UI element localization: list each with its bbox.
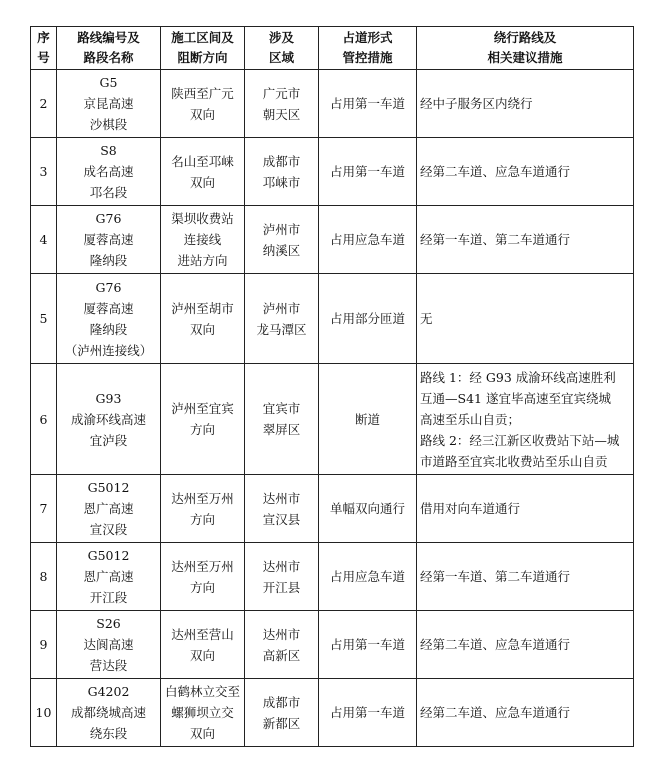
section-direction-cell [161,475,245,543]
row-number-cell: 5 [31,274,57,364]
area-line: 纳溪区 [262,242,301,258]
road-name-line: 营达段 [89,658,128,673]
table-row [31,70,634,138]
detour-route-cell [417,543,634,611]
area-line: 成都市 [262,153,301,169]
row-number-cell: 10 [31,679,57,747]
header-row [31,27,634,70]
section-direction-line: 渠坝收费站 [171,211,234,226]
area-cell [245,611,319,679]
section-direction-line: 螺狮坝立交 [171,705,234,720]
header-detour-line: 相关建议措施 [487,50,563,65]
section-direction-cell [161,138,245,206]
row-number-cell: 3 [31,138,57,206]
road-name-cell [57,543,161,611]
table-row [31,679,634,747]
section-direction-line: 白鹤林立交至 [164,684,240,699]
header-section [161,27,245,70]
detour-route-cell [417,274,634,364]
road-name-cell [57,475,161,543]
section-direction-line: 陕西至广元 [171,85,234,101]
header-detour [417,27,634,70]
row-number-cell: 2 [31,70,57,138]
road-name-line: 开江段 [89,590,128,605]
area-line: 翠屏区 [262,422,301,437]
section-direction-line: 双向 [189,647,215,663]
road-name-cell [57,206,161,274]
table-body [31,70,634,747]
area-cell [245,543,319,611]
table-row [31,475,634,543]
table-row [31,138,634,206]
header-area-line: 区域 [268,50,294,65]
road-name-line: G76 [95,279,122,295]
section-direction-line: 方向 [189,511,215,527]
road-name-line: 厦蓉高速 [83,232,134,247]
section-direction-line: 双向 [189,726,215,741]
control-measure-cell: 占用第一车道 [319,611,417,679]
road-name-cell [57,274,161,364]
section-direction-line: 双向 [189,106,215,122]
row-number-cell: 7 [31,475,57,543]
table-row [31,611,634,679]
section-direction-line: 方向 [189,422,215,437]
detour-route-line: 高速至乐山自贡； [420,411,521,427]
road-name-line: 京昆高速 [83,96,134,111]
section-direction-cell [161,364,245,475]
section-direction-line: 泸州至胡市 [171,300,234,316]
road-name-line: G5012 [87,480,130,495]
control-measure-cell: 占用第一车道 [319,138,417,206]
road-name-cell [57,70,161,138]
road-name-line: S8 [100,143,117,158]
section-direction-line: 达州至万州 [171,558,234,574]
section-direction-line: 达州至万州 [171,490,234,506]
row-number-cell: 4 [31,206,57,274]
detour-route-line: 经第二车道、应急车道通行 [420,164,571,179]
road-closure-table [30,26,634,747]
area-line: 广元市 [262,85,301,101]
section-direction-cell [161,611,245,679]
section-direction-cell [161,70,245,138]
area-cell [245,679,319,747]
detour-route-line: 路线 1：经 G93 成渝环线高速胜利 [420,369,616,385]
header-road [57,27,161,70]
area-line: 开江县 [262,579,301,595]
area-cell [245,206,319,274]
detour-route-cell [417,679,634,747]
header-control-line: 占道形式 [342,30,393,45]
detour-route-cell [417,138,634,206]
road-name-line: 沙棋段 [89,117,128,132]
road-name-line: 厦蓉高速 [83,300,134,316]
road-name-line: S26 [96,616,121,631]
detour-route-line: 经第二车道、应急车道通行 [420,637,571,652]
table-row [31,364,634,475]
detour-route-line: 路线 2：经三江新区收费站下站—城 [420,432,620,448]
section-direction-cell [161,274,245,364]
road-name-line: （泸州连接线） [64,342,153,358]
road-name-line: G93 [95,390,122,406]
area-line: 泸州市 [262,221,301,237]
road-name-line: G5012 [87,548,130,563]
road-name-line: 恩广高速 [83,501,134,516]
road-name-line: G5 [99,75,118,90]
section-direction-line: 双向 [189,174,215,190]
road-name-line: 成渝环线高速 [70,411,146,427]
detour-route-line: 经第二车道、应急车道通行 [420,705,571,720]
area-cell [245,70,319,138]
header-area-line: 涉及 [268,30,294,45]
header-area [245,27,319,70]
header-no [31,27,57,70]
road-name-line: 隆纳段 [89,253,128,268]
detour-route-cell [417,206,634,274]
control-measure-cell: 占用第一车道 [319,70,417,138]
header-detour-line: 绕行路线及 [493,30,557,45]
road-name-cell [57,138,161,206]
detour-route-line: 经第一车道、第二车道通行 [420,232,571,247]
section-direction-cell [161,206,245,274]
area-line: 宜宾市 [262,401,301,416]
detour-route-line: 市道路至宜宾北收费站至乐山自贡 [420,453,608,469]
control-measure-cell: 断道 [319,364,417,475]
section-direction-line: 方向 [189,579,215,595]
road-name-cell [57,679,161,747]
area-cell [245,364,319,475]
area-line: 成都市 [262,694,301,710]
detour-route-cell [417,611,634,679]
detour-route-line: 借用对向车道通行 [420,501,521,516]
table-row [31,274,634,364]
section-direction-line: 名山至邛崃 [171,153,234,169]
area-cell [245,475,319,543]
road-name-line: 宜泸段 [89,432,128,448]
header-road-line: 路段名称 [83,50,134,65]
road-name-line: 达阆高速 [83,637,134,652]
section-direction-cell [161,543,245,611]
road-name-line: 绕东段 [89,726,128,741]
area-line: 达州市 [262,490,301,506]
area-line: 新都区 [262,715,301,731]
road-name-cell [57,364,161,475]
area-line: 龙马潭区 [256,321,307,337]
detour-route-line: 经中子服务区内绕行 [420,96,533,111]
area-line: 邛崃市 [262,174,301,190]
header-control-line: 管控措施 [342,50,393,65]
row-number-cell: 9 [31,611,57,679]
control-measure-cell: 占用应急车道 [319,543,417,611]
row-number-cell: 8 [31,543,57,611]
area-line: 达州市 [262,558,301,574]
detour-route-line: 无 [420,311,433,326]
control-measure-cell: 单幅双向通行 [319,475,417,543]
road-name-line: 邛名段 [89,185,128,200]
section-direction-cell [161,679,245,747]
header-no-line: 号 [37,50,50,65]
area-cell [245,138,319,206]
header-control [319,27,417,70]
area-line: 宣汉县 [262,511,301,527]
table-header [31,27,634,70]
header-section-line: 阻断方向 [177,50,228,65]
road-name-line: 宣汉段 [89,522,128,537]
detour-route-line: 互通—S41 遂宜毕高速至宜宾绕城 [420,390,611,406]
area-line: 朝天区 [262,106,301,122]
road-name-line: 恩广高速 [83,569,134,584]
header-section-line: 施工区间及 [171,30,234,45]
table-row [31,543,634,611]
road-name-line: 隆纳段 [89,321,128,337]
closure-table-container [30,26,634,747]
control-measure-cell: 占用第一车道 [319,679,417,747]
detour-route-cell [417,475,634,543]
road-name-line: 成都绕城高速 [70,705,146,720]
row-number-cell: 6 [31,364,57,475]
area-line: 泸州市 [262,300,301,316]
header-no-line: 序 [37,30,50,45]
area-line: 高新区 [262,647,301,663]
road-name-cell [57,611,161,679]
section-direction-line: 泸州至宜宾 [171,401,234,416]
section-direction-line: 进站方向 [177,253,228,268]
area-cell [245,274,319,364]
control-measure-cell: 占用应急车道 [319,206,417,274]
section-direction-line: 双向 [189,321,215,337]
section-direction-line: 连接线 [183,232,222,247]
header-road-line: 路线编号及 [77,30,140,45]
road-name-line: G76 [95,211,122,226]
section-direction-line: 达州至营山 [171,626,234,642]
detour-route-line: 经第一车道、第二车道通行 [420,569,571,584]
table-row [31,206,634,274]
detour-route-cell [417,70,634,138]
road-name-line: G4202 [87,684,130,699]
area-line: 达州市 [262,626,301,642]
road-name-line: 成名高速 [83,164,134,179]
detour-route-cell [417,364,634,475]
control-measure-cell: 占用部分匝道 [319,274,417,364]
